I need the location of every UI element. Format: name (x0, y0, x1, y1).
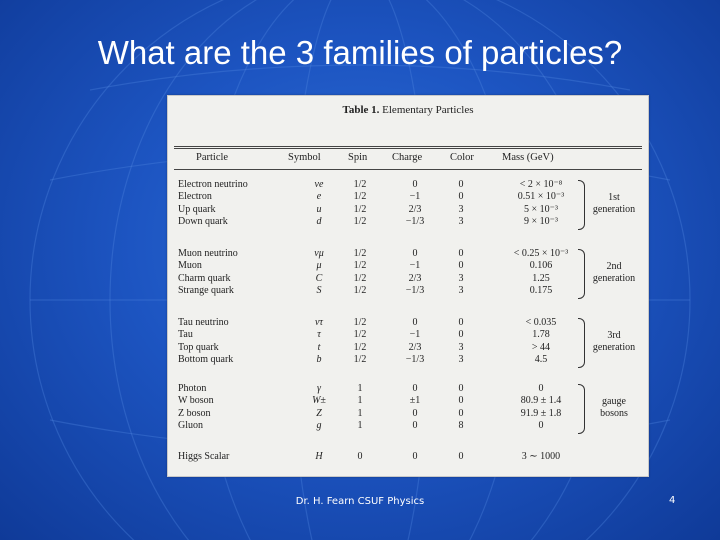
table-cell: Gluon (178, 420, 203, 432)
table-cell: Strange quark (178, 285, 234, 297)
table-cell: 3 (458, 285, 464, 297)
table-cell: 2/3 (408, 341, 422, 353)
table-header-rule (174, 169, 642, 170)
group-bracket (578, 180, 585, 230)
table-cell: > 44 (531, 341, 551, 353)
table-cell: Top quark (178, 341, 219, 353)
slide-footer: Dr. H. Fearn CSUF Physics (295, 496, 425, 507)
table-cell: Muon neutrino (178, 248, 238, 259)
table-cell: < 0.035 (525, 317, 557, 328)
table-cell: 1.25 (532, 272, 550, 284)
header-symbol: Symbol (288, 152, 321, 163)
group-bracket (578, 318, 585, 368)
table-cell: ±1 (409, 395, 421, 407)
table-cell: 1/2 (353, 191, 367, 203)
table-cell: b (316, 354, 322, 366)
table-cell: 0 (458, 191, 464, 203)
table-cell: γ (317, 383, 321, 394)
table-cell: 0 (458, 383, 464, 394)
table-cell: 1/2 (353, 354, 367, 366)
table-cell: −1/3 (405, 285, 425, 297)
table-cell: 0 (412, 407, 418, 419)
table-cell: 0 (458, 451, 464, 462)
table-cell: τ (317, 329, 321, 341)
table-cell: t (317, 341, 321, 353)
table-cell: H (315, 451, 323, 462)
table-cell: u (316, 203, 322, 215)
table-caption-number: Table 1. (342, 104, 380, 116)
table-cell: 0.51 × 10⁻³ (517, 191, 565, 203)
table-cell: 1 (357, 383, 363, 394)
table-cell: 1/2 (353, 260, 367, 272)
group-label: 1st generation (592, 191, 636, 215)
table-cell: Charm quark (178, 272, 231, 284)
table-cell: 0 (412, 451, 418, 462)
table-cell: 0.106 (529, 260, 553, 272)
group-bracket (578, 249, 585, 299)
table-cell: < 0.25 × 10⁻³ (513, 248, 569, 259)
table-cell: Bottom quark (178, 354, 234, 366)
table-cell: Z boson (178, 407, 211, 419)
table-cell: 1/2 (353, 216, 367, 228)
table-cell: 9 × 10⁻³ (524, 216, 558, 228)
table-cell: 1 (357, 395, 363, 407)
table-cell: 3 (458, 354, 464, 366)
table-cell: 0 (412, 383, 418, 394)
table-cell: 0 (412, 248, 418, 259)
table-cell: 0 (458, 248, 464, 259)
table-cell: 1/2 (353, 285, 367, 297)
table-cell: νμ (314, 248, 324, 259)
table-cell: 5 × 10⁻³ (524, 203, 558, 215)
table-cell: Up quark (178, 203, 216, 215)
group-label: 3rd generation (592, 329, 636, 353)
table-cell: C (315, 272, 323, 284)
table-cell: 0 (412, 420, 418, 432)
table-cell: Photon (178, 383, 207, 394)
table-cell: 1/2 (353, 272, 367, 284)
table-cell: 0 (458, 395, 464, 407)
table-cell: 1 (357, 407, 363, 419)
table-top-rule (174, 146, 642, 147)
table-cell: −1/3 (405, 354, 425, 366)
table-cell: 3 (458, 216, 464, 228)
table-cell: ντ (314, 317, 324, 328)
table-cell: 0.175 (529, 285, 553, 297)
table-top-rule-2 (174, 148, 642, 149)
table-cell: 4.5 (534, 354, 548, 366)
table-cell: 3 (458, 203, 464, 215)
table-cell: d (316, 216, 322, 228)
table-cell: 0 (458, 179, 464, 190)
table-cell: Muon (178, 260, 202, 272)
table-cell: μ (316, 260, 322, 272)
table-cell: < 2 × 10⁻⁸ (519, 179, 563, 190)
table-cell: S (316, 285, 322, 297)
table-cell: 1/2 (353, 203, 367, 215)
header-color: Color (450, 152, 474, 163)
table-cell: −1 (409, 191, 421, 203)
table-cell: Electron (178, 191, 212, 203)
table-cell: Z (316, 407, 322, 419)
table-cell: W boson (178, 395, 214, 407)
page-number: 4 (669, 495, 676, 506)
header-spin: Spin (348, 152, 368, 163)
table-cell: 3 ∼ 1000 (521, 451, 561, 462)
table-cell: 1/2 (353, 248, 367, 259)
group-label: 2nd generation (592, 260, 636, 284)
table-cell: Tau (178, 329, 193, 341)
table-cell: 0 (458, 260, 464, 272)
table-cell: W± (312, 395, 326, 407)
table-cell: 2/3 (408, 272, 422, 284)
table-cell: −1/3 (405, 216, 425, 228)
table-cell: 0 (458, 407, 464, 419)
table-cell: 0 (538, 420, 544, 432)
table-cell: 80.9 ± 1.4 (520, 395, 562, 407)
header-particle: Particle (196, 152, 229, 163)
table-cell: −1 (409, 260, 421, 272)
table-cell: 1/2 (353, 341, 367, 353)
table-cell: 0 (357, 451, 363, 462)
table-cell: Tau neutrino (178, 317, 229, 328)
header-mass: Mass (GeV) (502, 152, 554, 163)
table-cell: 0 (458, 317, 464, 328)
header-charge: Charge (392, 152, 423, 163)
table-cell: 0 (538, 383, 544, 394)
table-cell: 1 (357, 420, 363, 432)
table-caption (168, 104, 648, 116)
table-cell: 2/3 (408, 203, 422, 215)
table-cell: 3 (458, 272, 464, 284)
table-cell: 1.78 (532, 329, 550, 341)
table-cell: 8 (458, 420, 464, 432)
table-cell: Electron neutrino (178, 179, 248, 190)
table-cell: 3 (458, 341, 464, 353)
table-cell: 91.9 ± 1.8 (520, 407, 562, 419)
group-label: gauge bosons (600, 395, 628, 419)
table-cell: g (316, 420, 322, 432)
table-cell: −1 (409, 329, 421, 341)
particle-table-image (167, 95, 649, 477)
group-bracket (578, 384, 585, 434)
table-cell: Down quark (178, 216, 228, 228)
table-cell: e (316, 191, 322, 203)
table-cell: 1/2 (353, 317, 367, 328)
table-cell: 0 (412, 179, 418, 190)
table-cell: 0 (458, 329, 464, 341)
table-cell: 1/2 (353, 179, 367, 190)
table-cell: 0 (412, 317, 418, 328)
slide-title: What are the 3 families of particles? (97, 34, 623, 71)
table-cell: 1/2 (353, 329, 367, 341)
table-cell: νe (314, 179, 324, 190)
table-cell: Higgs Scalar (178, 451, 230, 462)
table-caption-text: Elementary Particles (382, 104, 474, 116)
